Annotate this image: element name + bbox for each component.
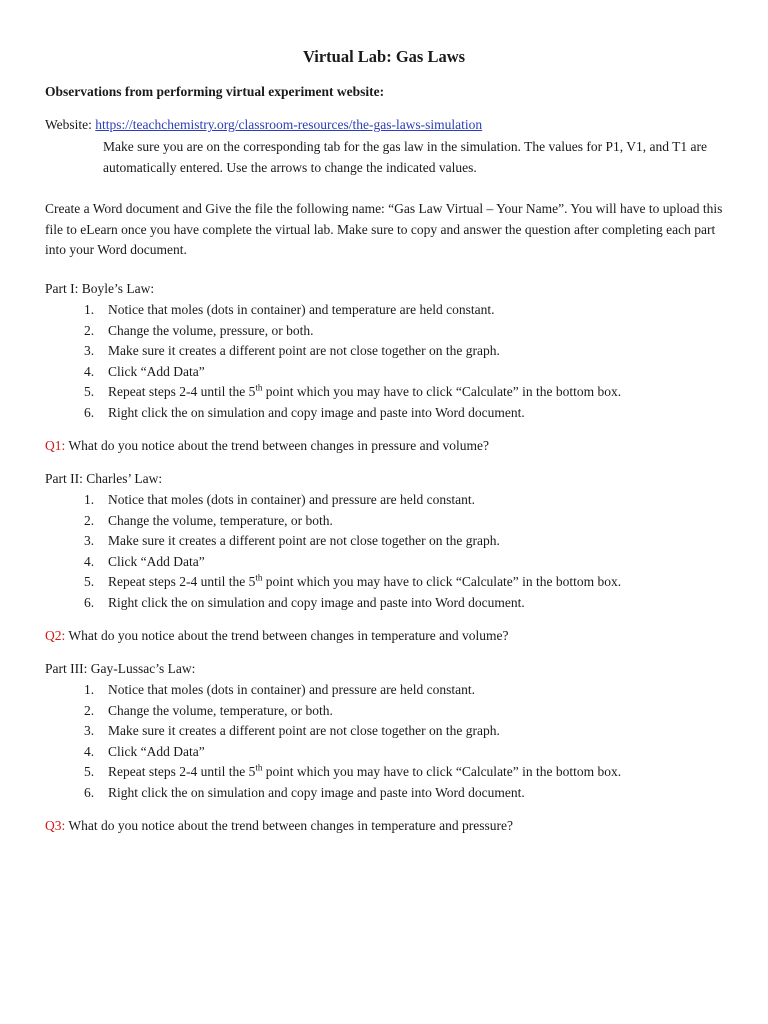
question-2: [45, 628, 508, 644]
question-3: [45, 818, 513, 834]
part-3-heading: Part III: Gay-Lussac’s Law:: [45, 661, 196, 676]
part-1-heading: Part I: Boyle’s Law:: [45, 281, 155, 296]
question-label: Q1:: [45, 438, 66, 453]
page-title: Virtual Lab: Gas Laws: [302, 47, 466, 66]
question-text: What do you notice about the trend between changes in temperature and pressure?: [65, 818, 513, 833]
subheading: Observations from performing virtual experiment website:: [45, 84, 385, 99]
instructions-paragraph: Create a Word document and Give the file the following name: “Gas Law Virtual – Your Name”. You will have to upload this file to eLearn once you have complete the virtual lab. Make sure to copy and answer the question after completing each part into your Word document.: [45, 201, 723, 257]
intro-note: Make sure you are on the corresponding tab for the gas law in the simulation. The values for P1, V1, and T1 are automatically entered. Use the arrows to change the indicated values.: [103, 139, 707, 175]
website-link[interactable]: https://teachchemistry.org/classroom-resources/the-gas-laws-simulation: [95, 117, 483, 132]
question-text: What do you notice about the trend between changes in pressure and volume?: [65, 438, 489, 453]
part-2-heading: Part II: Charles’ Law:: [45, 471, 163, 486]
website-line: [45, 117, 482, 133]
question-1: [45, 438, 489, 454]
question-text: What do you notice about the trend between changes in temperature and volume?: [65, 628, 509, 643]
website-label: Website:: [45, 117, 96, 132]
question-label: Q2:: [45, 628, 66, 643]
question-label: Q3:: [45, 818, 66, 833]
document-page: Virtual Lab: Gas Laws Observations from performing virtual experiment website: Website: https://teachchemistry.org/classroom-resources/the-gas-laws-simulation Make sure you are on the corresponding tab for the gas law in the simulation. The values for P1, V1, and T1 are automatically entered. Use the arrows to change the indicated values. Create a Word document and Give the file the following name: “Gas Law Virtual – Your Name”. You will have to upload this file to eLearn once you have complete the virtual lab. Make sure to copy and answer the question after completing each part into your Word document. Part I: Boyle’s Law: 1. Notice that moles (dots in container) and temperature are held constant. 2. Change the volume, pressure, or both. 3. Make sure it creates a different point are not close together on the graph. 4. Click “Add Data” 5. Repeat steps 2-4 until the 5th point which you may have to click “Calculate” in the bottom box. 6. Right click the on simulation and copy image and paste into Word document. Q1: What do you notice about the trend between changes in pressure and volume? Part II: Charles’ Law: 1. Notice that moles (dots in container) and pressure are held constant. 2. Change the volume, temperature, or both. 3. Make sure it creates a different point are not close together on the graph. 4. Click “Add Data” 5. Repeat steps 2-4 until the 5th point which you may have to click “Calculate” in the bottom box. 6. Right click the on simulation and copy image and paste into Word document. Q2: What do you notice about the trend between changes in temperature and volume? Part III: Gay-Lussac’s Law: 1. Notice that moles (dots in container) and pressure are held constant. 2. Change the volume, temperature, or both. 3. Make sure it creates a different point are not close together on the graph. 4. Click “Add Data” 5. Repeat steps 2-4 until the 5th point which you may have to click “Calculate” in the bottom box. 6. Right click the on simulation and copy image and paste into Word document. Q3: What do you notice about the trend between changes in temperature and pressure?: [0, 0, 768, 1024]
